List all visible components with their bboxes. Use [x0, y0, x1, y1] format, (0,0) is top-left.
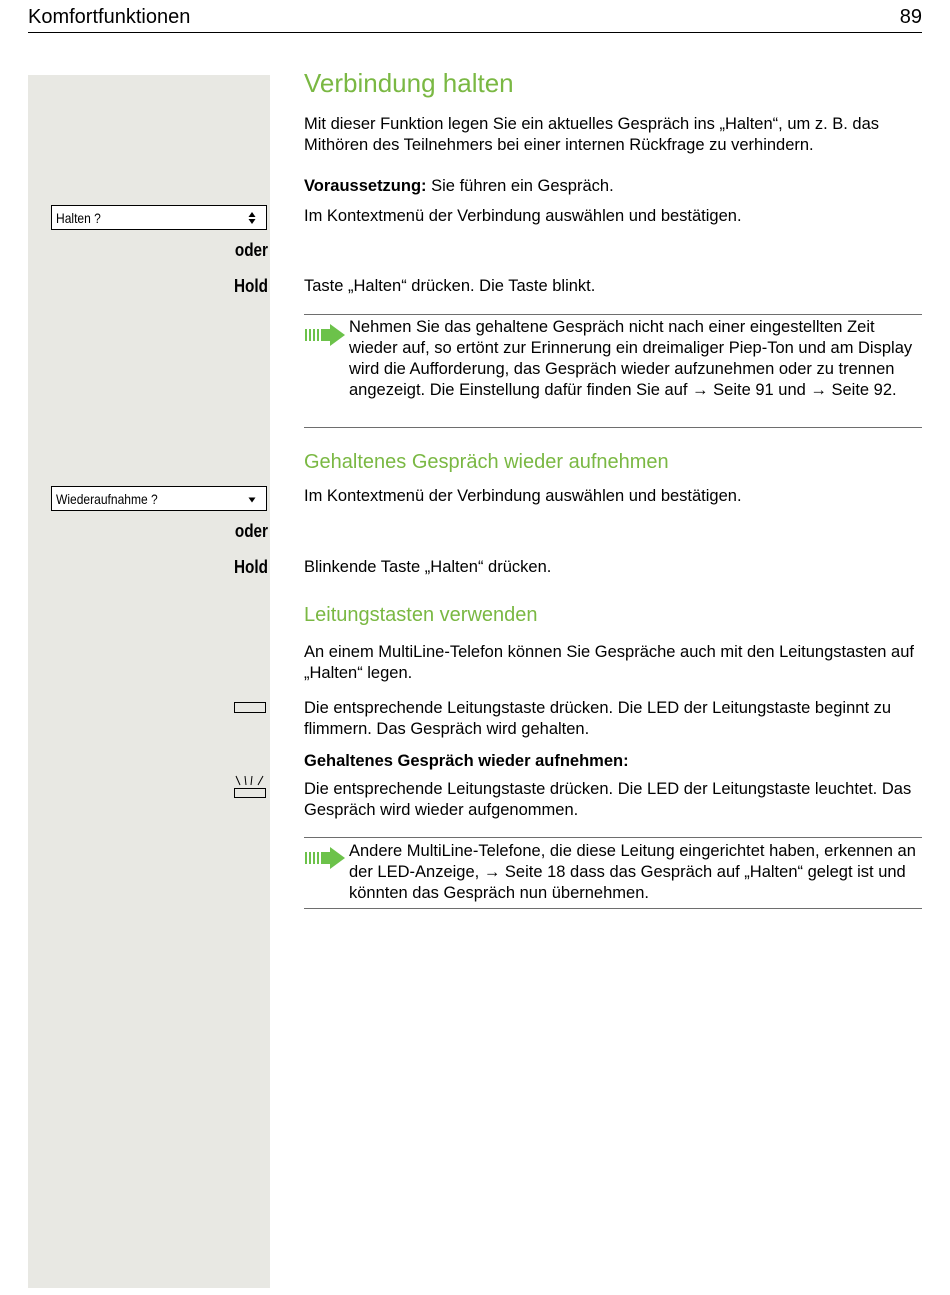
page-number: 89 [899, 6, 922, 28]
note-rule-top [304, 314, 922, 315]
menu-item-label: Halten ? [56, 210, 101, 226]
header-rule [28, 32, 922, 33]
resume-menu-instruction: Im Kontextmenü der Verbindung auswählen und bestätigen. [304, 487, 742, 505]
note-arrow-icon [304, 323, 346, 347]
hold-menu-instruction: Im Kontextmenü der Verbindung auswählen und bestätigen. [304, 207, 742, 225]
note-rule-bottom [304, 427, 922, 428]
up-down-arrows-icon [248, 211, 256, 225]
or-label: oder [234, 521, 268, 541]
down-arrow-icon [248, 497, 256, 503]
hold-note: Nehmen Sie das gehaltene Gespräch nicht nach einer eingestellten Zeit wieder auf, so ertönt zur Erinnerung ein dreimaliger Piep-Ton und am Display wird die Aufforderung, das Gespräch wieder aufzunehmen oder zu trennen angezeigt. Die Einstellung dafür finden Sie auf → Seite 91 und → Seite 92. [349, 318, 913, 399]
menu-item-wiederaufnahme[interactable] [51, 486, 267, 511]
note-rule-top [304, 837, 922, 838]
line-keys-subheading: Gehaltenes Gespräch wieder aufnehmen: [304, 752, 629, 770]
section-title-resume: Gehaltenes Gespräch wieder aufnehmen [304, 451, 669, 473]
hold-key-instruction: Taste „Halten“ drücken. Die Taste blinkt. [304, 277, 596, 295]
note-arrow-icon [304, 846, 346, 870]
line-key-lit-icon [233, 775, 267, 799]
prerequisite-label: Voraussetzung: [304, 177, 427, 195]
line-key-icon [234, 702, 266, 713]
hold-prerequisite [304, 176, 922, 197]
section-title-line-keys: Leitungstasten verwenden [304, 604, 538, 626]
resume-key-label[interactable]: Hold [234, 557, 268, 577]
prerequisite-text: Sie führen ein Gespräch. [426, 177, 614, 195]
hold-key-label[interactable]: Hold [234, 276, 268, 296]
section-title-hold: Verbindung halten [304, 68, 514, 98]
line-keys-note: Andere MultiLine-Telefone, die diese Leitung eingerichtet haben, erkennen an der LED-Anzeige, → Seite 18 dass das Gespräch auf „Halten“ gelegt ist und könnten das Gespräch nun übernehmen. [349, 842, 916, 902]
line-keys-intro: An einem MultiLine-Telefon können Sie Gespräche auch mit den Leitungstasten auf „Halten“ legen. [304, 643, 914, 682]
resume-key-instruction: Blinkende Taste „Halten“ drücken. [304, 558, 552, 576]
running-header: Komfortfunktionen [28, 6, 191, 28]
note-rule-bottom [304, 908, 922, 909]
sidebar-column [28, 75, 270, 1288]
line-keys-step1: Die entsprechende Leitungstaste drücken. Die LED der Leitungstaste beginnt zu flimmern. Das Gespräch wird gehalten. [304, 699, 892, 738]
menu-item-halten[interactable] [51, 205, 267, 230]
hold-intro: Mit dieser Funktion legen Sie ein aktuelles Gespräch ins „Halten“, um z. B. das Mithören des Teilnehmers bei einer internen Rückfrage zu verhindern. [304, 115, 880, 154]
menu-item-label: Wiederaufnahme ? [56, 491, 158, 507]
or-label: oder [234, 240, 268, 260]
line-keys-step2: Die entsprechende Leitungstaste drücken. Die LED der Leitungstaste leuchtet. Das Gespräch wird wieder aufgenommen. [304, 780, 912, 819]
